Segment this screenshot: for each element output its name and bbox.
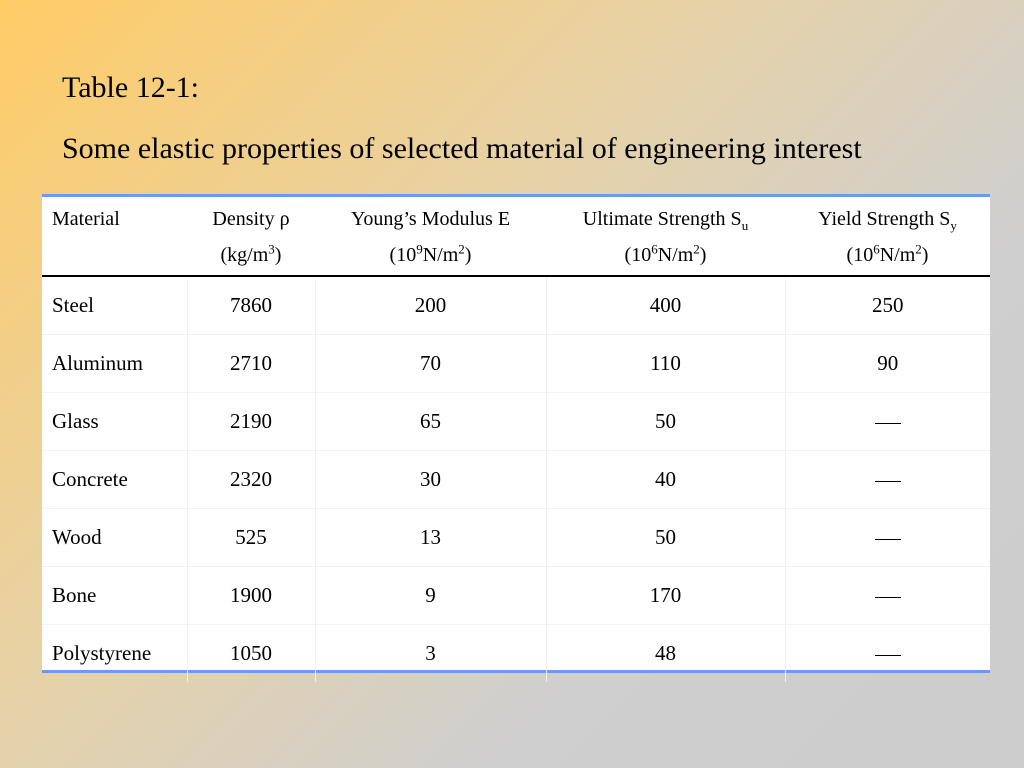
material-cell: Glass	[42, 393, 187, 451]
header-ultimate-strength	[546, 197, 785, 276]
value-cell: 110	[546, 335, 785, 393]
header-density	[187, 197, 315, 276]
table-row	[42, 567, 990, 625]
material-cell: Bone	[42, 567, 187, 625]
value-cell: 70	[315, 335, 546, 393]
value-cell: 50	[546, 393, 785, 451]
value-cell: 48	[546, 625, 785, 683]
table-row	[42, 276, 990, 335]
table-row	[42, 509, 990, 567]
value-cell	[785, 625, 990, 683]
no-value-dash	[875, 655, 901, 656]
value-cell: 1900	[187, 567, 315, 625]
table-row	[42, 451, 990, 509]
material-cell: Polystyrene	[52, 641, 152, 665]
header-youngs-unit: $(10^9N/m^2)$	[389, 241, 472, 266]
no-value-dash	[875, 481, 901, 482]
material-cell: Concrete	[42, 451, 187, 509]
value-cell: 3	[315, 625, 546, 683]
no-value-dash	[875, 597, 901, 598]
value-cell: 9	[315, 567, 546, 625]
header-yield-strength	[785, 197, 990, 276]
no-value-dash	[875, 423, 901, 424]
value-cell: 250	[785, 276, 990, 335]
value-cell	[785, 451, 990, 509]
value-cell: 30	[315, 451, 546, 509]
properties-table	[42, 194, 990, 673]
value-cell: 50	[546, 509, 785, 567]
value-cell: 13	[315, 509, 546, 567]
header-density-unit: $(kg/m^3)$	[220, 241, 282, 266]
value-cell: 2190	[187, 393, 315, 451]
value-cell	[785, 393, 990, 451]
table-body	[42, 276, 990, 682]
value-cell: 7860	[187, 276, 315, 335]
header-yield-label: Yield Strength $S_y$	[818, 208, 957, 233]
value-cell: 525	[187, 509, 315, 567]
value-cell: 40	[546, 451, 785, 509]
material-cell: Wood	[42, 509, 187, 567]
value-cell: 90	[785, 335, 990, 393]
header-youngs-label: Young’s Modulus E	[350, 208, 511, 230]
header-density-label: Density ρ	[212, 208, 290, 230]
header-yield-unit: $(10^6N/m^2)$	[846, 241, 929, 266]
header-ultimate-unit: $(10^6N/m^2)$	[624, 241, 707, 266]
value-cell: 170	[546, 567, 785, 625]
value-cell: 200	[315, 276, 546, 335]
table-row	[42, 625, 990, 683]
header-material-label: Material	[52, 208, 120, 230]
table-row	[42, 393, 990, 451]
value-cell	[785, 567, 990, 625]
value-cell: 65	[315, 393, 546, 451]
table-row	[42, 335, 990, 393]
value-cell: 400	[546, 276, 785, 335]
table-caption: Some elastic properties of selected material of engineering interest	[62, 132, 862, 165]
value-cell: 2320	[187, 451, 315, 509]
header-ultimate-label: Ultimate Strength $S_u$	[582, 208, 749, 233]
value-cell	[785, 509, 990, 567]
no-value-dash	[875, 539, 901, 540]
header-youngs-modulus	[315, 197, 546, 276]
material-cell: Steel	[42, 276, 187, 335]
table-number-title: Table 12-1:	[62, 71, 200, 104]
table-header	[42, 197, 990, 276]
material-cell: Aluminum	[42, 335, 187, 393]
value-cell: 2710	[187, 335, 315, 393]
value-cell: 1050	[187, 625, 315, 683]
header-material	[42, 197, 187, 276]
